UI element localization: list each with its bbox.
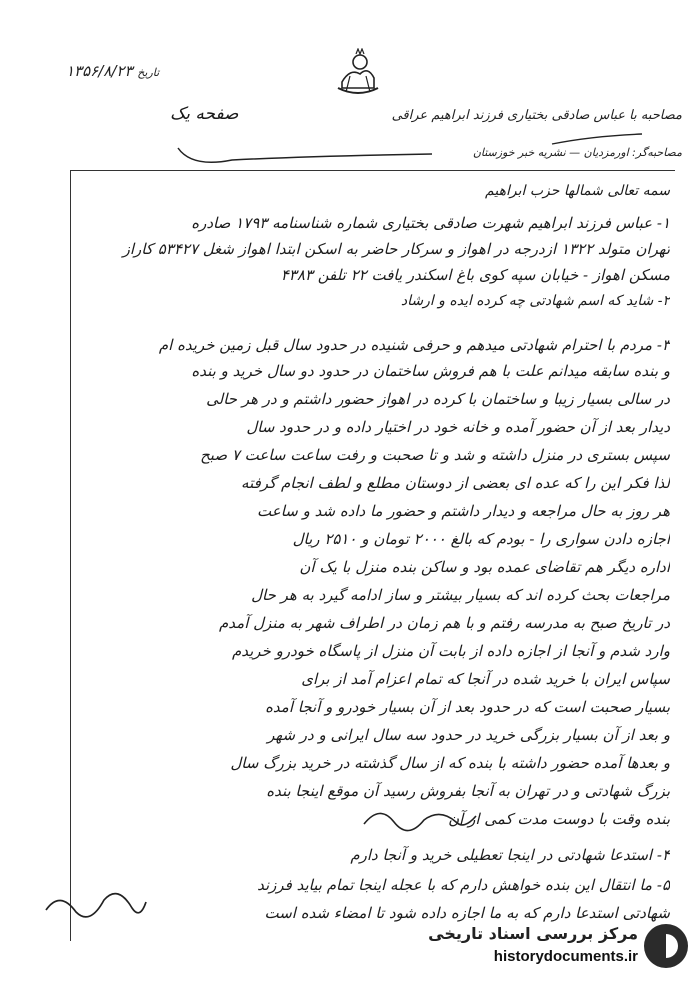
body-line: بنده وقت با دوست مدت کمی از آن [448, 810, 670, 828]
body-line: بسیار صحبت است که در حدود بعد از آن بسیار خودرو و آنجا آمده [265, 698, 670, 716]
date-label: تاریخ [137, 66, 160, 79]
body-line: ۴- استدعا شهادتی در اینجا تعطیلی خرید و آنجا دارم [350, 846, 670, 864]
body-line: سپاس ایران با خرید شده در آنجا که تمام اعزام آمد از برای [301, 670, 670, 688]
body-line: ۱- عباس فرزند ابراهیم شهرت صادقی بختیاری شماره شناسنامه ۱۷۹۳ صادره [191, 214, 670, 232]
page-label: صفحه یک [170, 104, 239, 124]
body-line: اجازه دادن سواری را - بودم که بالغ ۲۰۰۰ تومان و ۲۵۱۰ ریال [292, 530, 670, 548]
body-line: در تاریخ صبح به مدرسه رفتم و با هم زمان در اطراف شهر به منزل آمدم [219, 614, 670, 632]
body-line: بزرگ شهادتی و در تهران به آنجا بفروش رسید آن موقع اینجا بنده [266, 782, 670, 800]
archive-name: مرکز بررسی اسناد تاریخی [428, 924, 638, 943]
body-line: سمه تعالی شمالها حزب ابراهیم [485, 183, 670, 199]
body-line: هر روز به حال مراجعه و دیدار داشتم و حضور ما داده شد و ساعت [257, 502, 670, 520]
body-line: سپس بستری در منزل داشته و شد و تا صحبت و رفت ساعت ساعت ۷ صبح [200, 446, 670, 464]
interview-title-line: مصاحبه با عباس صادقی بختیاری فرزند ابراهیم عراقی [391, 108, 682, 123]
body-line: دیدار بعد از آن حضور آمده و خانه خود در اختیار داده و در حدود سال [246, 418, 670, 436]
archive-logo-icon [644, 924, 688, 968]
body-line: ۵- ما انتقال این بنده خواهش دارم که با عجله اینجا تمام بیاید فرزند [257, 876, 670, 894]
body-line: و بعد از آن بسیار بزرگی خرید در حدود سه سال ایرانی و در شهر [267, 726, 670, 744]
body-line: لذا فکر این را که عده ای بعضی از دوستان مطلع و لطف انجام گرفته [241, 474, 670, 492]
body-line: در سالی بسیار زیبا و ساختمان با کرده در اهواز حضور داشتم و در هر حالی [206, 390, 670, 408]
body-line: مراجعات بحث کرده اند که بسیار بیشتر و ساز ادامه گیرد به هر حال [251, 586, 670, 604]
body-line: ۲- شاید که اسم شهادتی چه کرده ایده و ارشاد [400, 293, 670, 309]
body-line: تهران متولد ۱۳۲۲ ازدرجه در اهواز و سرکار حاضر به اسکن ابتدا اهواز شغل ۵۳۴۲۷ کاراز [122, 240, 670, 258]
body-line: ۳- مردم با احترام شهادتی میدهم و حرفی شنیده در حدود سال قبل زمین خریده ام [158, 336, 670, 354]
body-line: و بعدها آمده حضور داشته با بنده که از سال گذشته در خرید بزرگ سال [230, 754, 670, 772]
signature-scribble [360, 800, 480, 840]
archive-watermark [416, 918, 696, 976]
interviewer-line: مصاحبه‌گر: اورمزدیان — نشریه خبر خوزستان [472, 146, 682, 159]
body-line: مسکن اهواز - خیابان سپه کوی باغ اسکندر یافت ۲۲ تلفن ۴۳۸۳ [280, 266, 670, 284]
lion-and-sun-emblem-icon [330, 48, 386, 98]
body-line: شهادتی استدعا دارم که به ما اجازه داده شود تا امضاء شده است [264, 904, 670, 922]
body-line: وارد شدم و آنجا از اجازه داده از بابت آن منزل از پاسگاه خودرو خریدم [231, 642, 670, 660]
body-line: و بنده سابقه میدانم علت با هم فروش ساختمان در حدود دو سال خرید و بنده [191, 362, 670, 380]
body-line: اداره دیگر هم تقاضای عمده بود و ساکن بنده منزل با یک آن [299, 558, 670, 576]
side-signature-scribble [40, 880, 150, 930]
document-date [66, 62, 165, 80]
date-value: ۱۳۵۶/۸/۲۳ [66, 62, 133, 80]
header-underline [172, 120, 672, 170]
archive-website: historydocuments.ir [493, 948, 638, 965]
